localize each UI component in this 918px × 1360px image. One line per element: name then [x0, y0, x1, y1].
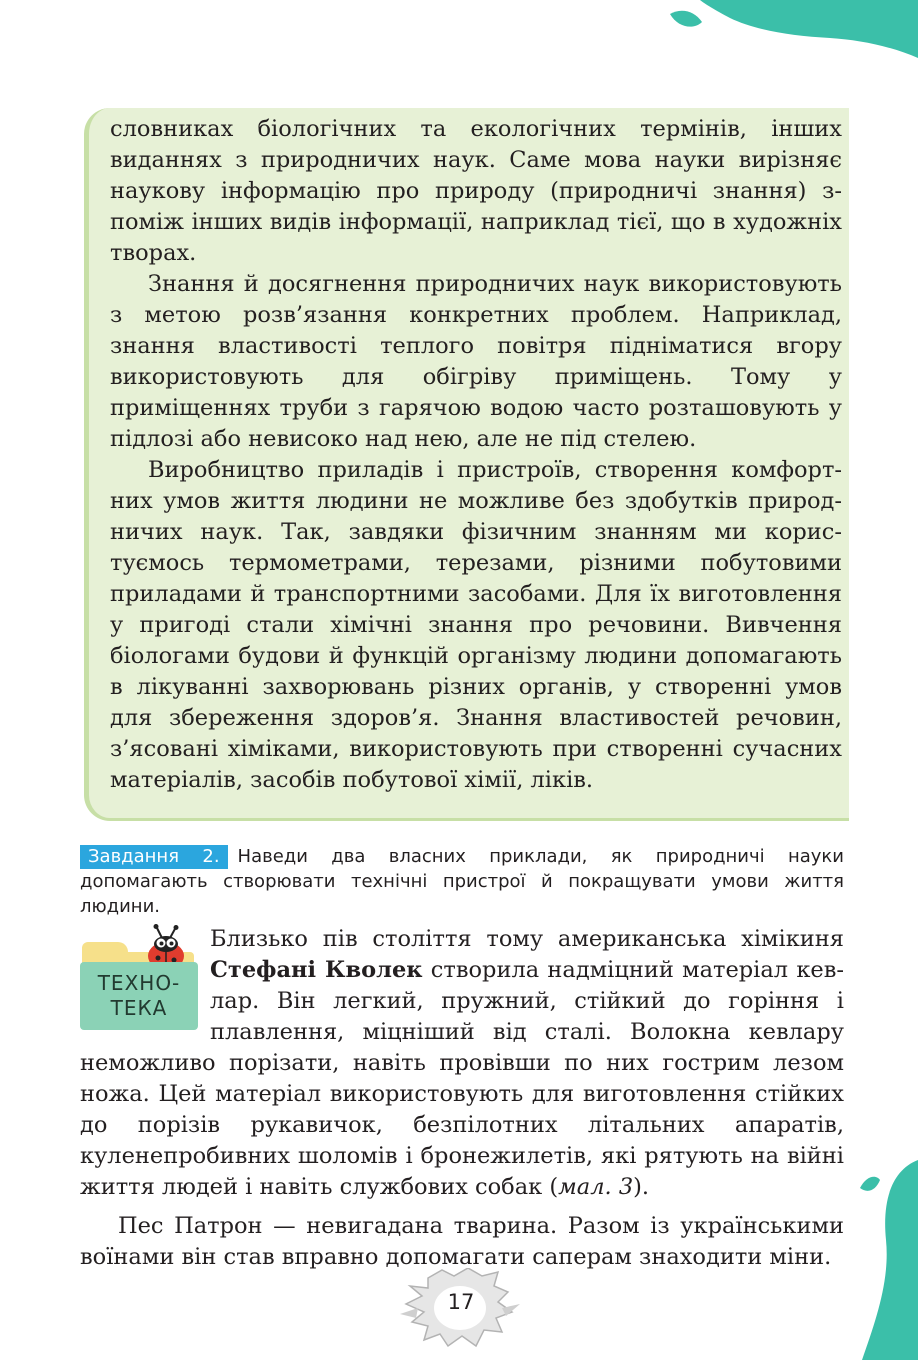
page-number: 17	[447, 1290, 475, 1314]
green-paragraph-3: Виробництво приладів і пристроїв, створення комфортних умов життя людини не можливе без здобутків природничих наук. Так, завдяки фізичним знанням ми користуємось термометрами, терезами, різними побутовими приладами й транспортними засобами. Для їх виготовлення у пригоді стали хімічні знання про речовини. Вивчення біологами будови й функцій організму людини допомагають в лікуванні захворювань різних органів, у створенні умов для збереження здоров’я. Знання властивостей речовин, з’ясовані хіміками, використовують при створенні сучасних матеріалів, засобів побутової хімії, ліків.	[110, 457, 842, 793]
technoteka-label-line1: ТЕХНО-	[97, 971, 181, 995]
folder-front	[80, 962, 198, 1030]
figure-reference: мал. 3	[558, 1174, 634, 1200]
scientist-name: Стефані Кволек	[210, 957, 423, 983]
body-p1-part2: створила надміцний матеріал кевлар. Він легкий, пружний, стійкий до горіння і плавлення, міцніший від сталі. Волокна кевлару неможливо порізати, навіть провівши по них гострим лезом ножа. Цей матеріал використовують для виготовлення стійких до порізів рукавичок, безпілотних літальних апаратів, куленепробивних шоломів і бронежилетів, які рятують на війні життя людей і навіть службових собак (	[80, 957, 844, 1200]
main-text	[80, 924, 844, 1273]
body-p1-part1: Близько пів століття тому американська хімікиня	[210, 926, 844, 952]
bottom-right-blob-decoration	[852, 1160, 918, 1360]
body-paragraph-2: Пес Патрон — невигадана тварина. Разом із українськими воїнами він став вправно допомагати саперам знаходити міни.	[80, 1213, 844, 1270]
task-badge: Завдання 2.	[80, 845, 228, 869]
technoteka-icon	[80, 924, 208, 1048]
technoteka-label-line2: ТЕКА	[110, 996, 168, 1020]
task-block	[80, 844, 844, 919]
top-right-blob-decoration	[660, 0, 918, 62]
task-text: Наведи два власних приклади, як природничі науки допомагають створювати технічні пристрої й покращувати умови життя людини.	[80, 846, 845, 917]
green-paragraph-1: словниках біологічних та екологічних термінів, інших виданнях з природничих наук. Саме мова науки вирізняє наукову інформацію про природу (природничі знання) з-поміж інших видів інформації, наприклад тієї, що в художніх творах.	[110, 116, 842, 266]
page-number-badge	[398, 1268, 522, 1348]
body-p1-end: ).	[633, 1174, 650, 1200]
green-paragraph-2: Знання й досягнення природничих наук використовують з метою розв’язання конкретних проблем. Наприклад, знання властивості теплого повітря підніматися вгору використовують для обігріву приміщень. Тому у приміщеннях труби з гарячою водою часто розташовують у підлозі або невисоко над нею, але не під стелею.	[110, 271, 842, 452]
green-box-text	[110, 114, 842, 796]
